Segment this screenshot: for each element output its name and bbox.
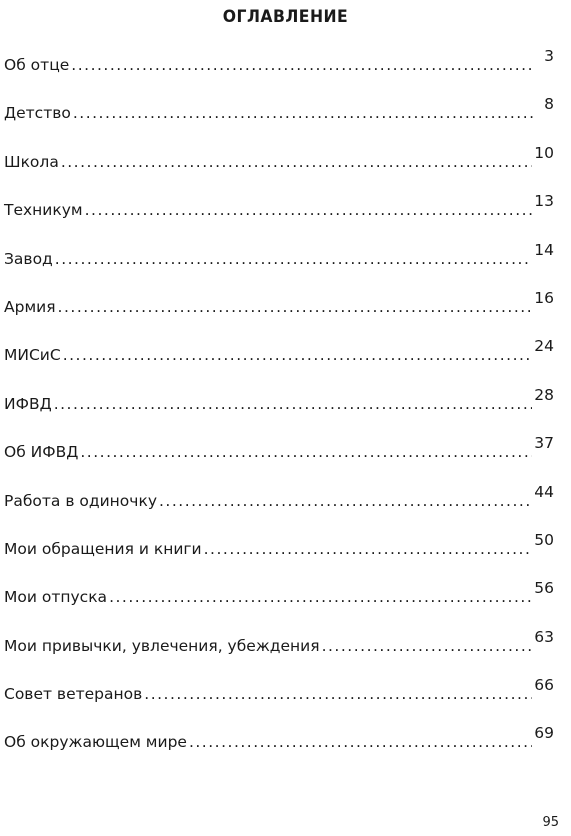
toc-leader-dots	[85, 201, 533, 219]
toc-entry-page: 8	[544, 95, 554, 114]
toc-entry	[4, 434, 554, 491]
toc-entry-page: 24	[534, 337, 554, 356]
toc-entry-label: Совет ветеранов	[4, 685, 143, 704]
toc-entry	[4, 288, 554, 346]
toc-leader-dots	[80, 443, 532, 461]
page-number: 95	[542, 815, 559, 830]
toc-leader-dots	[144, 685, 532, 703]
toc-entry-page: 37	[534, 434, 554, 453]
toc-entry	[4, 240, 554, 298]
toc-entry-page: 16	[534, 288, 554, 307]
toc-entry-page: 3	[544, 47, 554, 65]
table-of-contents	[4, 47, 554, 782]
toc-entry-label: Об отце	[4, 56, 70, 74]
toc-entry-page: 56	[534, 579, 554, 598]
toc-entry-label: Мои привычки, увлечения, убеждения	[4, 636, 320, 655]
toc-entry	[4, 579, 554, 636]
toc-leader-dots	[189, 733, 532, 751]
toc-entry-page: 63	[534, 627, 554, 646]
toc-entry	[4, 724, 554, 781]
toc-entry	[4, 47, 554, 104]
toc-entry	[4, 482, 554, 540]
toc-entry-label: Мои отпуска	[4, 588, 108, 607]
toc-leader-dots	[71, 56, 534, 74]
toc-entry	[4, 676, 554, 733]
toc-leader-dots	[61, 153, 532, 171]
toc-entry	[4, 385, 554, 443]
toc-entry-page: 14	[534, 240, 554, 259]
toc-leader-dots	[63, 346, 533, 364]
toc-entry-label: Армия	[4, 297, 56, 316]
toc-entry-page: 69	[534, 724, 554, 743]
toc-entry-label: Техникум	[4, 201, 83, 220]
toc-entry	[4, 143, 554, 201]
toc-entry	[4, 192, 554, 249]
toc-entry-label: Завод	[4, 249, 53, 268]
toc-entry-page: 10	[534, 143, 554, 162]
toc-entry	[4, 627, 554, 685]
toc-leader-dots	[54, 395, 533, 413]
toc-entry	[4, 95, 554, 152]
toc-entry-page: 13	[534, 192, 554, 211]
toc-entry	[4, 530, 554, 588]
toc-entry-page: 44	[534, 482, 554, 501]
toc-entry-label: Об ИФВД	[4, 443, 79, 462]
toc-entry-page: 28	[534, 385, 554, 404]
toc-entry-label: Мои обращения и книги	[4, 539, 202, 558]
toc-leader-dots	[322, 637, 533, 655]
toc-entry	[4, 337, 554, 394]
toc-entry-page: 66	[534, 676, 554, 695]
toc-leader-dots	[204, 540, 533, 558]
toc-leader-dots	[58, 298, 533, 316]
toc-leader-dots	[109, 588, 532, 606]
toc-entry-label: Работа в одиночку	[4, 491, 157, 510]
toc-entry-label: Детство	[4, 104, 71, 123]
toc-entry-label: МИСиС	[4, 346, 61, 365]
toc-leader-dots	[73, 104, 534, 122]
toc-entry-label: Об окружающем мире	[4, 733, 187, 752]
toc-entry-label: ИФВД	[4, 394, 52, 413]
toc-leader-dots	[55, 250, 532, 268]
toc-entry-page: 50	[534, 530, 554, 549]
page-title: ОГЛАВЛЕНИЕ	[222, 7, 349, 27]
toc-leader-dots	[159, 492, 532, 510]
toc-entry-label: Школа	[4, 152, 59, 171]
